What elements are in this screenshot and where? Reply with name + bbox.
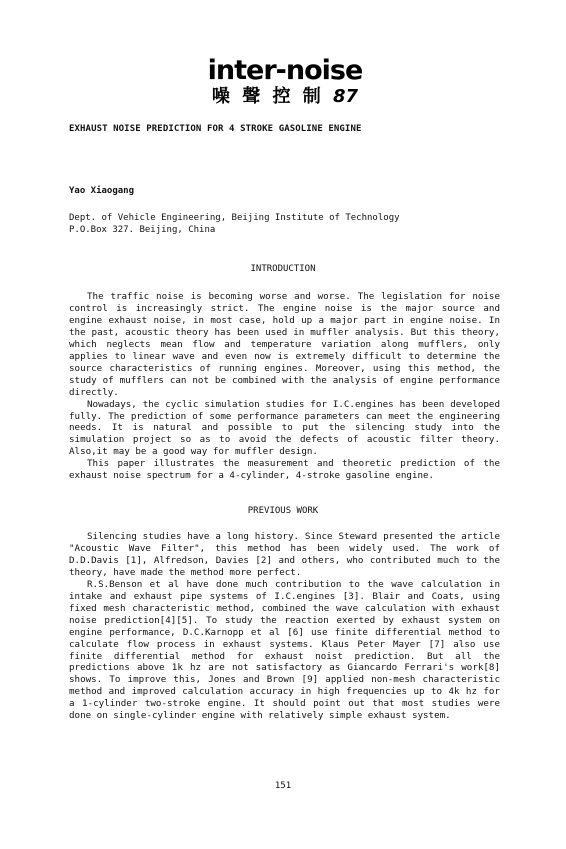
section-body-previous-work bbox=[69, 531, 500, 722]
logo-chinese-text: 噪 聲 控 制 bbox=[211, 86, 324, 107]
logo-wordmark: inter-noise bbox=[207, 55, 363, 86]
author-affiliation bbox=[69, 212, 400, 236]
paragraph: This paper illustrates the measurement and theoretic prediction of the exhaust noise spectrum for a 4-cylinder, 4-stroke gasoline engine. bbox=[69, 458, 500, 482]
section-heading-previous-work: PREVIOUS WORK bbox=[247, 506, 319, 516]
page-number: 151 bbox=[274, 781, 292, 791]
conference-logo bbox=[200, 56, 370, 108]
paper-title: EXHAUST NOISE PREDICTION FOR 4 STROKE GASOLINE ENGINE bbox=[69, 124, 362, 134]
section-body-introduction bbox=[69, 291, 500, 482]
affiliation-line: Dept. of Vehicle Engineering, Beijing Institute of Technology bbox=[69, 213, 400, 223]
section-heading-introduction: INTRODUCTION bbox=[250, 264, 316, 274]
paragraph: The traffic noise is becoming worse and worse. The legislation for noise control is increasingly strict. The engine noise is the major source and engine exhaust noise, in most case, hold up a major part in engine noise. In the past, acoustic theory has been used in muffler analysis. But this theory, which neglects mean flow and temperature variation along mufflers, only applies to linear wave and even now is extremely difficult to determine the source characteristics of running engines. Moreover, using this method, the study of mufflers can not be combined with the analysis of engine performance directly. bbox=[69, 291, 500, 398]
affiliation-line: P.O.Box 327. Beijing, China bbox=[69, 225, 216, 235]
paragraph: Silencing studies have a long history. Since Steward presented the article "Acoustic Wave Filter", this method has been widely used. The work of D.D.Davis [1], Alfredson, Davies [2] and others, who contributed much to the theory, have made the method more perfect. bbox=[69, 531, 500, 578]
paragraph: R.S.Benson et al have done much contribution to the wave calculation in intake and exhaust pipe systems of I.C.engines [3]. Blair and Coats, using fixed mesh characteristic method, combined the wave calculation with exhaust noise prediction[4][5]. To study the reaction exerted by exhaust system on engine performance, D.C.Karnopp et al [6] use finite differential method to calculate flow process in exhaust systems. Klaus Peter Mayer [7] also use finite differential method for exhaust noist prediction. But all the predictions above 1k hz are not satisfactory as Giancardo Ferrari's work[8] shows. To improve this, Jones and Brown [9] applied non-mesh characteristic method and improved calculation accuracy in high frequencies up to 4k hz for a 1-cylinder two-stroke engine. It should point out that most studies were done on single-cylinder engine with relatively simple exhaust system. bbox=[69, 578, 500, 722]
paragraph: Nowadays, the cyclic simulation studies for I.C.engines has been developed fully. The prediction of some performance parameters can meet the engineering needs. It is natural and possible to put the silencing study into the simulation project so as to avoid the defects of acoustic filter theory. Also,it may be a good way for muffler design. bbox=[69, 398, 500, 458]
logo-subtitle bbox=[200, 86, 370, 108]
author-name: Yao Xiaogang bbox=[69, 186, 135, 196]
logo-year: 87 bbox=[333, 86, 359, 107]
